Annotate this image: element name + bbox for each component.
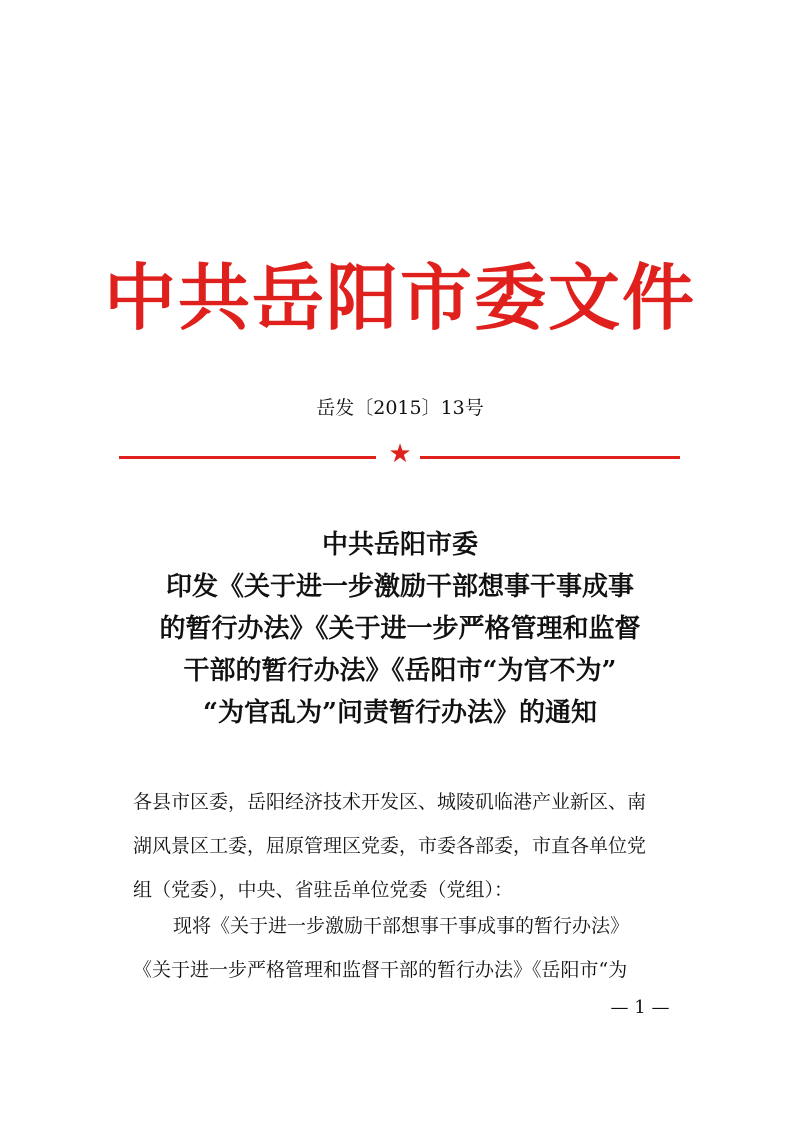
document-masthead: 中共岳阳市委文件 (103, 256, 696, 340)
recipients-line: 组（党委），中央、省驻岳单位党委（党组）： (133, 879, 514, 901)
red-divider-left (119, 456, 376, 459)
recipients-block (133, 780, 693, 912)
recipients-line: 湖风景区工委，屈原管理区党委，市委各部委，市直各单位党 (133, 835, 647, 857)
title-line: 的暂行办法》《关于进一步严格管理和监督 (159, 614, 641, 644)
title-line: 干部的暂行办法》《岳阳市“为官不为” (183, 656, 617, 686)
body-text (133, 904, 693, 992)
body-line: 《关于进一步严格管理和监督干部的暂行办法》《岳阳市“为 (133, 959, 628, 981)
title-line: 中共岳阳市委 (321, 530, 478, 560)
document-number: 岳发〔2015〕13号 (316, 397, 484, 419)
red-star-icon: ★ (388, 439, 412, 469)
title-line: “为官乱为”问责暂行办法》的通知 (203, 698, 597, 728)
page-number: — 1 — (610, 997, 670, 1018)
red-divider-right (420, 456, 680, 459)
recipients-line: 各县市区委，岳阳经济技术开发区、城陵矶临港产业新区、南 (133, 791, 647, 813)
title-line: 印发《关于进一步激励干部想事干事成事 (165, 572, 634, 602)
notice-title (100, 524, 700, 734)
body-line: 现将《关于进一步激励干部想事干事成事的暂行办法》 (173, 915, 630, 937)
